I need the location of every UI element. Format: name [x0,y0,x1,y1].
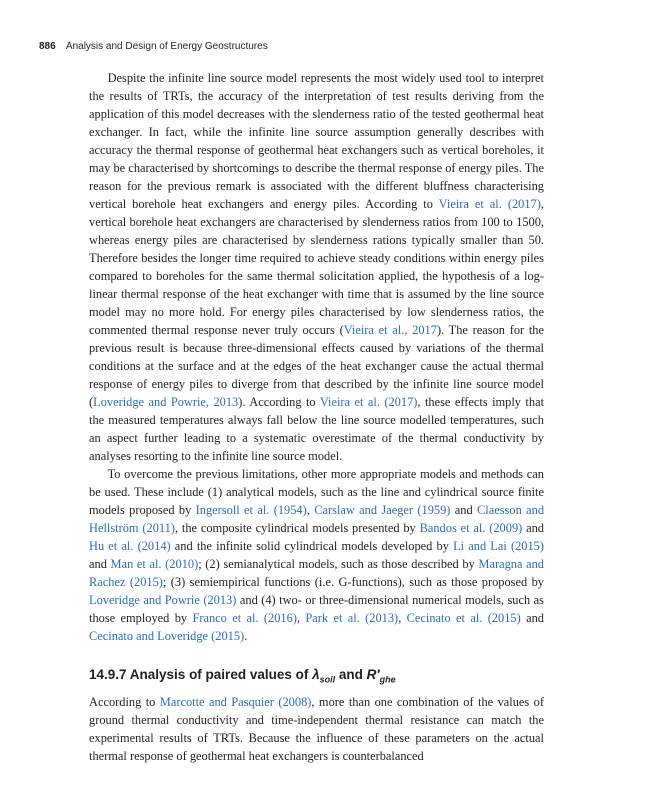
section-heading [89,665,544,690]
text-run: . [244,629,248,643]
text-run: ; (2) semianalytical models, such as those described by [198,557,479,571]
lambda-symbol: λ [312,667,320,682]
citation-link[interactable]: Li and Lai (2015) [453,539,545,553]
main-text [89,69,544,765]
paragraph-1 [89,69,544,465]
citation-link[interactable]: Claesson and Hellström (2011) [89,503,545,535]
citation-link[interactable]: Cecinato and Loveridge (2015) [89,629,245,643]
text-run: , vertical borehole heat exchangers are characterised by slenderness ratios from 100 to 1500, whereas energy piles are characterised by slenderness rations typically smaller than 50. Therefore besides the longer time required to achieve steady conditions within energy piles compared to boreholes for the same thermal solicitation applied, the hypothesis of a log-linear thermal response of the heat exchanger with time that is assumed by the line source model may no more hold. For energy piles characterised by low slenderness ratios, the commented thermal response never truly occurs ( [89,197,544,337]
lambda-subscript: soil [319,674,336,685]
paragraph-3 [89,693,544,765]
text-run: , these effects imply that the measured temperatures always fall below the line source modelled temperatures, such an aspect further leading to a systematic overestimate of the thermal conductivity by analyses resorting to the infinite line source model. [89,395,545,463]
paragraph-2 [89,465,544,645]
text-run: According to [89,694,160,709]
text-run: , [398,611,407,625]
text-run: To overcome the previous limitations, other more appropriate models and methods can be used. These include (1) analytical models, such as the line and cylindrical source finite models proposed by [89,467,544,517]
citation-link[interactable]: Ingersoll et al. (1954) [195,503,307,517]
resistance-symbol: R′ [366,667,380,682]
running-title: Analysis and Design of Energy Geostructures [65,41,268,52]
citation-link[interactable]: Cecinato et al. (2015) [406,611,521,625]
page-number: 886 [39,41,56,52]
citation-link[interactable]: Vieira et al., 2017 [343,323,437,337]
text-run: and (4) two- or three-dimensional numerical models, such as those employed by [89,593,544,625]
text-run: and [522,521,545,535]
citation-link[interactable]: Carslaw and Jaeger (1959) [314,503,451,517]
text-run: , [296,611,306,625]
citation-link[interactable]: Park et al. (2013) [305,611,399,625]
text-run: Despite the infinite line source model represents the most widely used tool to interpret the results of TRTs, the accuracy of the interpretation of test results deriving from the application of this model decreases with the slenderness ratio of the tested geothermal heat exchanger. In fact, while the infinite line source assumption generally describes with accuracy the thermal response of geothermal heat exchangers such as vertical boreholes, it may be characterised by shortcomings to describe the thermal response of energy piles. The reason for the previous remark is associated with the different bluffness characterising vertical borehole heat exchangers and energy piles. According to [89,71,544,211]
citation-link[interactable]: Loveridge and Powrie (2013) [89,593,237,607]
text-run: and [89,557,111,571]
resistance-subscript: ghe [379,674,396,685]
citation-link[interactable]: Vieira et al. (2017) [319,395,418,409]
section-title-and: and [335,667,367,682]
citation-link[interactable]: Franco et al. (2016) [192,611,297,625]
text-run: and [520,611,544,625]
text-run: and [450,503,478,517]
section-title-text: 14.9.7 Analysis of paired values of [89,667,313,682]
text-run: , more than one combination of the values of ground thermal conductivity and time-independent thermal resistance can match the experimental results of TRTs. Because the influence of these parameters on the actual thermal response of geothermal heat exchangers is counterbalanced [89,694,544,763]
citation-link[interactable]: Marcotte and Pasquier (2008) [159,694,312,709]
text-run: ; (3) semiempirical functions (i.e. G-functions), such as those proposed by [162,575,544,589]
citation-link[interactable]: Maragna and Rachez (2015) [89,557,544,589]
citation-link[interactable]: Vieira et al. (2017) [438,197,541,211]
text-run: ). The reason for the previous result is because three-dimensional effects caused by variations of the thermal conditions at the surface and at the edges of the heat exchanger cause the actual thermal response of energy piles to diverge from that described by the infinite line source model ( [89,323,544,409]
running-header [39,41,268,52]
citation-link[interactable]: Hu et al. (2014) [89,539,171,553]
citation-link[interactable]: Loveridge and Powrie, 2013 [93,395,239,409]
text-run: and the infinite solid cylindrical models developed by [170,539,454,553]
text-run: ). According to [238,395,320,409]
citation-link[interactable]: Man et al. (2010) [110,557,199,571]
text-run: , the composite cylindrical models presented by [174,521,420,535]
text-run: , [306,503,315,517]
citation-link[interactable]: Bandos et al. (2009) [419,521,523,535]
